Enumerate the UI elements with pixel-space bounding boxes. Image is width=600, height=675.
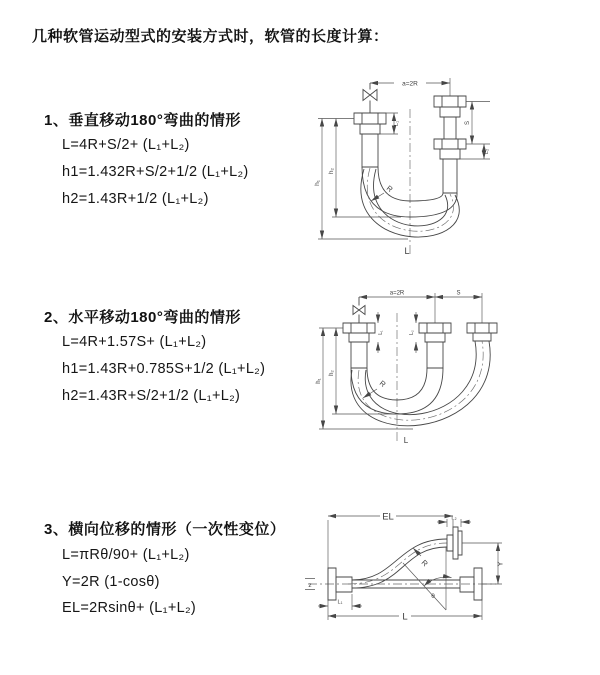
section-1-heading: 1、垂直移动180°弯曲的情形 <box>44 112 241 129</box>
valve-icon <box>363 83 377 113</box>
dim-label-z: z <box>308 582 312 589</box>
dimension-heights <box>314 119 408 240</box>
diagram-vertical-bend <box>308 65 588 265</box>
braided-hose <box>443 159 457 193</box>
dimension-span <box>370 78 450 96</box>
dimension-l1 <box>378 312 384 353</box>
radius-callout <box>371 183 395 201</box>
dim-label-l-total: L <box>403 436 409 445</box>
braided-hose <box>427 342 443 368</box>
diagram-lateral-displacement <box>300 498 600 643</box>
section-3-heading: 3、横向位移的情形（一次性变位） <box>44 521 286 538</box>
section-2-heading: 2、水平移动180°弯曲的情形 <box>44 309 241 326</box>
middle-flange <box>419 323 451 368</box>
dimension-s-l2 <box>457 102 490 160</box>
right-flange <box>434 96 466 193</box>
hose-u-bend <box>351 341 490 426</box>
dimension-span <box>359 291 482 324</box>
dim-label-span: a=2R <box>389 290 405 297</box>
dimension-l1 <box>318 594 362 610</box>
dimension-l2 <box>437 516 471 528</box>
left-flange <box>354 113 386 167</box>
formula-line: L=4R+1.57S+ (L₁+L₂) <box>62 334 207 350</box>
dim-label-l1: L₁ <box>337 599 343 606</box>
dim-label-l-total: L <box>404 246 410 256</box>
dim-label-l-total: L <box>402 611 408 623</box>
left-flange <box>343 323 375 368</box>
dim-label-r: R <box>377 378 388 389</box>
dimension-l <box>328 600 482 623</box>
formula-line: Y=2R (1-cosθ) <box>62 574 160 590</box>
dim-label-r: R <box>384 183 395 194</box>
dim-label-h1: h₁ <box>314 180 321 186</box>
dim-label-h1: h₁ <box>316 378 322 384</box>
braided-hose <box>351 342 367 368</box>
formula-line: L=4R+S/2+ (L₁+L₂) <box>62 137 190 153</box>
valve-icon <box>353 297 365 323</box>
formula-line: L=πRθ/90+ (L₁+L₂) <box>62 547 190 563</box>
formula-line: h2=1.43R+1/2 (L₁+L₂) <box>62 191 209 207</box>
right-flange <box>467 323 497 341</box>
displaced-hose <box>348 527 462 588</box>
dimension-l1 <box>378 113 400 134</box>
dim-label-l2: L₂ <box>484 148 490 155</box>
formula-line: h1=1.43R+0.785S+1/2 (L₁+L₂) <box>62 361 266 377</box>
dim-label-theta: θ <box>431 593 435 600</box>
angle-theta <box>403 547 452 610</box>
dimension-y <box>462 543 505 584</box>
dim-label-span: a=2R <box>402 80 418 88</box>
dim-label-el: EL <box>382 511 394 523</box>
dim-label-l2: L₂ <box>409 330 415 335</box>
page-title: 几种软管运动型式的安装方式时，软管的长度计算： <box>32 28 389 45</box>
formula-line: EL=2Rsinθ+ (L₁+L₂) <box>62 600 197 616</box>
dim-label-l1: L₁ <box>378 330 384 335</box>
diagram-horizontal-bend <box>310 283 600 458</box>
radius-callout <box>413 548 430 569</box>
dim-label-l1: L₁ <box>394 121 400 126</box>
dim-label-r: R <box>419 558 430 569</box>
dim-label-h2: h₂ <box>329 370 335 376</box>
dim-label-y: Y <box>495 561 505 567</box>
formula-line: h2=1.43R+S/2+1/2 (L₁+L₂) <box>62 388 241 404</box>
braided-hose <box>362 134 378 167</box>
dimension-l2 <box>409 312 416 353</box>
dim-label-s: S <box>465 120 471 126</box>
dim-label-s: S <box>456 290 461 297</box>
dim-label-l2: L₂ <box>451 515 457 522</box>
dim-label-h2: h₂ <box>328 167 335 175</box>
formula-line: h1=1.432R+S/2+1/2 (L₁+L₂) <box>62 164 249 180</box>
